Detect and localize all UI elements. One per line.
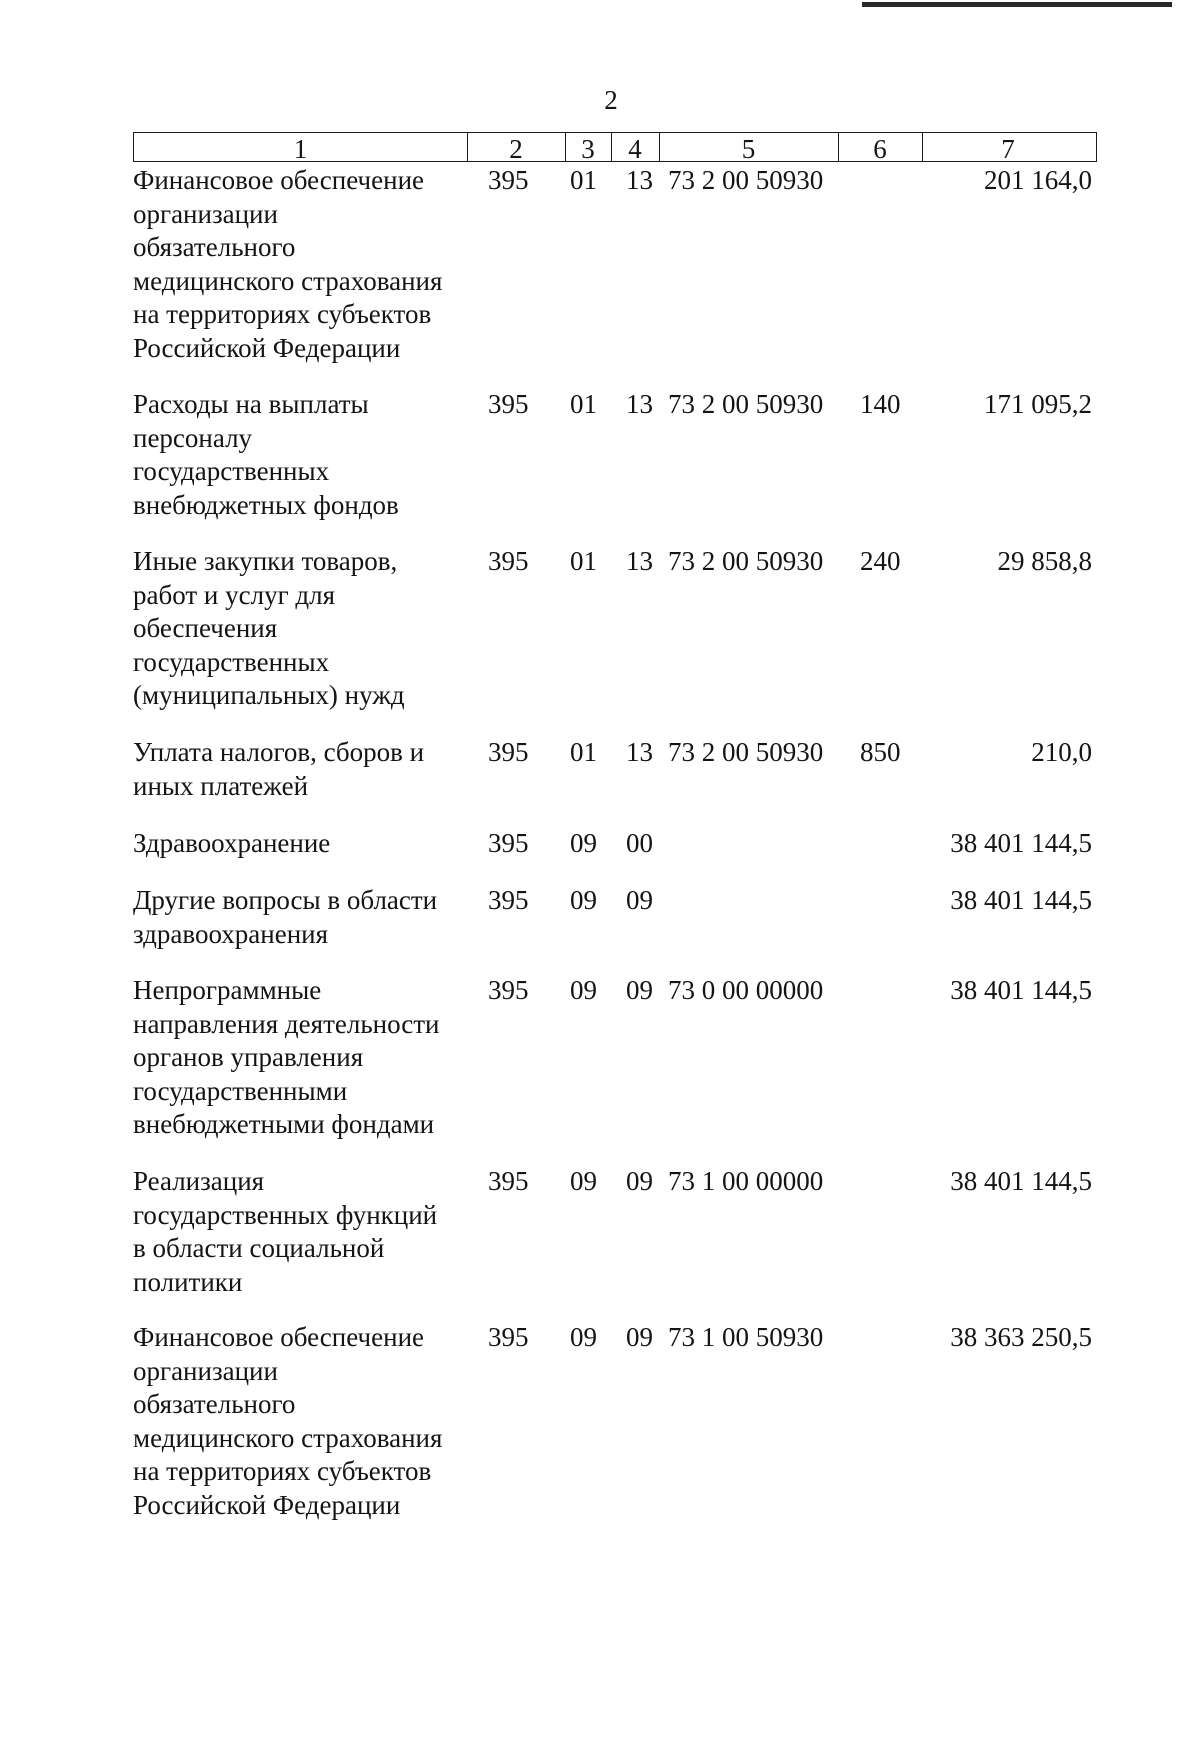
- target-article-code: 73 2 00 50930: [668, 165, 824, 195]
- description-line: Непрограммные: [133, 975, 322, 1005]
- description-line: обязательного: [133, 1389, 296, 1420]
- subsection-code: 00: [626, 828, 653, 858]
- ministry-code: 395: [488, 1322, 529, 1352]
- ministry-code: 395: [488, 885, 529, 915]
- description-line: Здравоохранение: [133, 828, 331, 858]
- description-line: на территориях субъектов: [133, 299, 432, 330]
- row-description: [133, 974, 478, 1142]
- target-article-code: 73 1 00 50930: [668, 1322, 824, 1352]
- section-code: 01: [570, 737, 597, 767]
- description-line: Финансовое обеспечение: [133, 1322, 425, 1352]
- top-edge-rule: [862, 2, 1172, 7]
- section-code: 09: [570, 1322, 597, 1352]
- target-article-code: 73 2 00 50930: [668, 546, 824, 576]
- description-line: политики: [133, 1266, 243, 1297]
- amount-value: 38 363 250,5: [950, 1322, 1092, 1352]
- target-article-code: 73 0 00 00000: [668, 975, 824, 1005]
- amount-value: 38 401 144,5: [950, 975, 1092, 1005]
- row-description: [133, 388, 478, 522]
- amount-value: 171 095,2: [984, 389, 1092, 419]
- description-line: медицинского страхования: [133, 265, 443, 296]
- row-description: [133, 884, 478, 951]
- description-line: внебюджетных фондов: [133, 489, 399, 520]
- target-article-code: 73 2 00 50930: [668, 389, 824, 419]
- description-line: государственных функций: [133, 1199, 438, 1230]
- description-line: организации: [133, 1355, 278, 1386]
- description-line: персоналу: [133, 422, 253, 453]
- expense-type-code: 850: [860, 737, 901, 767]
- section-code: 09: [570, 885, 597, 915]
- subsection-code: 13: [626, 546, 653, 576]
- section-code: 01: [570, 165, 597, 195]
- section-code: 09: [570, 1166, 597, 1196]
- row-description: [133, 736, 478, 803]
- row-description: [133, 1321, 478, 1523]
- description-line: Финансовое обеспечение: [133, 165, 425, 195]
- description-line: организации: [133, 198, 278, 229]
- ministry-code: 395: [488, 546, 529, 576]
- description-line: государственными: [133, 1075, 348, 1106]
- table-header: [133, 132, 1097, 162]
- row-description: [133, 1165, 478, 1299]
- ministry-code: 395: [488, 828, 529, 858]
- amount-value: 38 401 144,5: [950, 828, 1092, 858]
- description-line: Российской Федерации: [133, 1489, 401, 1520]
- header-col-7: 7: [1001, 134, 1015, 164]
- description-line: государственных: [133, 646, 330, 677]
- section-code: 01: [570, 389, 597, 419]
- header-col-2: 2: [509, 134, 523, 164]
- amount-value: 38 401 144,5: [950, 1166, 1092, 1196]
- section-code: 01: [570, 546, 597, 576]
- amount-value: 201 164,0: [984, 165, 1092, 195]
- description-line: работ и услуг для: [133, 579, 336, 610]
- expense-type-code: 240: [860, 546, 901, 576]
- description-line: в области социальной: [133, 1233, 385, 1264]
- ministry-code: 395: [488, 165, 529, 195]
- ministry-code: 395: [488, 389, 529, 419]
- description-line: обеспечения: [133, 613, 278, 644]
- subsection-code: 09: [626, 1322, 653, 1352]
- target-article-code: 73 2 00 50930: [668, 737, 824, 767]
- amount-value: 210,0: [1031, 737, 1092, 767]
- ministry-code: 395: [488, 1166, 529, 1196]
- page-number: 2: [604, 85, 618, 115]
- amount-value: 38 401 144,5: [950, 885, 1092, 915]
- subsection-code: 13: [626, 737, 653, 767]
- header-col-1: 1: [293, 134, 308, 164]
- description-line: государственных: [133, 456, 330, 487]
- subsection-code: 09: [626, 1166, 653, 1196]
- description-line: Другие вопросы в области: [133, 885, 438, 915]
- section-code: 09: [570, 828, 597, 858]
- description-line: направления деятельности: [133, 1008, 440, 1039]
- description-line: Расходы на выплаты: [133, 389, 369, 419]
- description-line: Реализация: [133, 1166, 265, 1196]
- description-line: внебюджетными фондами: [133, 1109, 435, 1140]
- ministry-code: 395: [488, 737, 529, 767]
- header-col-3: 3: [581, 134, 595, 164]
- description-line: медицинского страхования: [133, 1422, 443, 1453]
- header-col-4: 4: [628, 134, 642, 164]
- description-line: здравоохранения: [133, 918, 329, 949]
- row-description: [133, 545, 478, 713]
- section-code: 09: [570, 975, 597, 1005]
- subsection-code: 09: [626, 975, 653, 1005]
- description-line: Российской Федерации: [133, 332, 401, 363]
- description-line: обязательного: [133, 232, 296, 263]
- amount-value: 29 858,8: [997, 546, 1092, 576]
- row-description: [133, 164, 478, 366]
- header-col-5: 5: [741, 134, 756, 164]
- subsection-code: 13: [626, 165, 653, 195]
- ministry-code: 395: [488, 975, 529, 1005]
- expense-type-code: 140: [860, 389, 901, 419]
- description-line: на территориях субъектов: [133, 1456, 432, 1487]
- target-article-code: 73 1 00 00000: [668, 1166, 824, 1196]
- subsection-code: 13: [626, 389, 653, 419]
- description-line: Иные закупки товаров,: [133, 546, 398, 576]
- description-line: Уплата налогов, сборов и: [133, 737, 425, 767]
- description-line: (муниципальных) нужд: [133, 680, 405, 711]
- description-line: иных платежей: [133, 770, 309, 801]
- description-line: органов управления: [133, 1042, 364, 1073]
- header-col-6: 6: [873, 134, 887, 164]
- row-description: [133, 827, 478, 861]
- subsection-code: 09: [626, 885, 653, 915]
